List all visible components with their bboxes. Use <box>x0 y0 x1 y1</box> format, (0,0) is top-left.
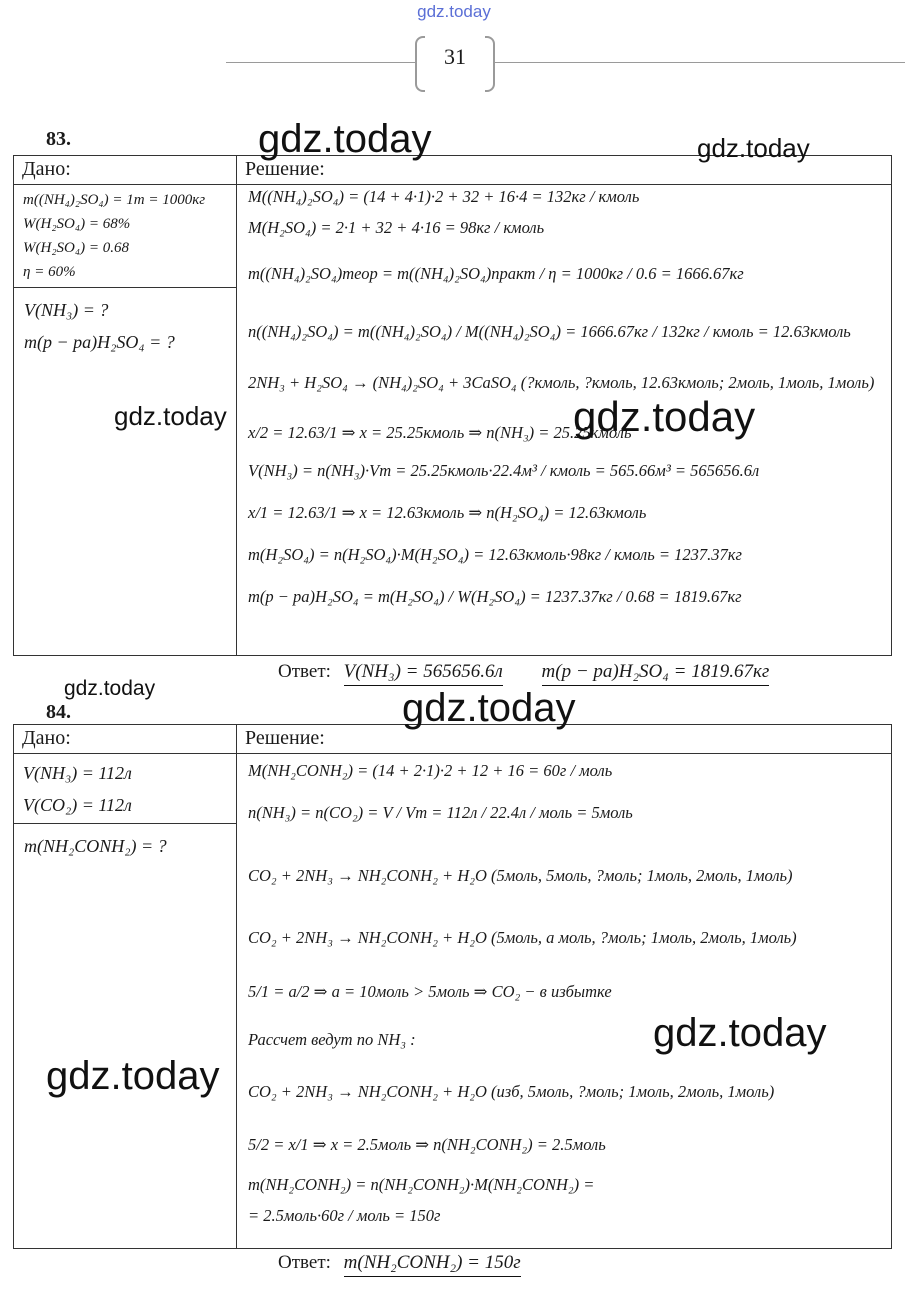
answer-value: m(p − pa)H₂SO₄ = 1819.67кг <box>542 661 770 686</box>
solution-line: M(NH₂CONH₂) = (14 + 2·1)·2 + 12 + 16 = 60г / моль <box>248 761 613 780</box>
watermark: gdz.today <box>64 677 156 700</box>
solution-line: Рассчет ведут по NH₃ : <box>248 1030 416 1049</box>
problem-83-number: 83. <box>46 128 71 150</box>
problem-83-answer <box>278 661 769 683</box>
solution-line: = 2.5моль·60г / моль = 150г <box>248 1206 441 1225</box>
problem-84-number: 84. <box>46 701 71 723</box>
problem-84-answer <box>278 1252 521 1274</box>
header-rule-right <box>495 62 905 63</box>
page-number: 31 <box>444 44 466 69</box>
given-item: η = 60% <box>23 264 76 280</box>
find-item: V(NH₃) = ? <box>24 300 109 320</box>
watermark: gdz.today <box>402 686 576 730</box>
find-cell <box>14 824 237 1249</box>
watermark: gdz.today <box>697 133 810 163</box>
answer-value: V(NH₃) = 565656.6л <box>344 661 503 686</box>
watermark: gdz.today <box>258 117 432 161</box>
answer-label: Ответ: <box>278 661 331 682</box>
solution-header: Решение: <box>237 156 892 185</box>
watermark: gdz.today <box>46 1054 220 1098</box>
header-rule-left <box>226 62 415 63</box>
find-cell <box>14 288 237 656</box>
solution-line: n(NH₃) = n(CO₂) = V / Vm = 112л / 22.4л / моль = 5моль <box>248 803 633 822</box>
watermark: gdz.today <box>573 393 756 440</box>
given-item: W(H₂SO₄) = 68% <box>23 216 131 232</box>
page-number-bracket-left <box>415 36 425 92</box>
find-item: m(NH₂CONH₂) = ? <box>24 836 167 856</box>
solution-cell <box>237 185 892 656</box>
given-item: V(CO₂) = 112л <box>23 795 132 815</box>
solution-header: Решение: <box>237 725 892 754</box>
solution-line: x/2 = 12.63/1 ⇒ x = 25.25кмоль ⇒ n(NH₃) = 25.25кмоль <box>248 423 632 442</box>
solution-line: M(H₂SO₄) = 2·1 + 32 + 4·16 = 98кг / кмоль <box>248 218 545 237</box>
given-item: W(H₂SO₄) = 0.68 <box>23 240 129 256</box>
solution-line: V(NH₃) = n(NH₃)·Vm = 25.25кмоль·22.4м³ / кмоль = 565.66м³ = 565656.6л <box>248 461 760 480</box>
solution-line: m((NH₄)₂SO₄)теор = m((NH₄)₂SO₄)практ / η = 1000кг / 0.6 = 1666.67кг <box>248 264 744 283</box>
watermark: gdz.today <box>653 1011 827 1055</box>
solution-cell <box>237 754 892 1249</box>
watermark: gdz.today <box>114 401 227 431</box>
given-header: Дано: <box>14 156 237 185</box>
given-header: Дано: <box>14 725 237 754</box>
given-item: m((NH₄)₂SO₄) = 1т = 1000кг <box>23 192 206 208</box>
solution-line: x/1 = 12.63/1 ⇒ x = 12.63кмоль ⇒ n(H₂SO₄) = 12.63кмоль <box>248 503 647 522</box>
solution-line: 5/1 = a/2 ⇒ a = 10моль > 5моль ⇒ CO₂ − в избытке <box>248 982 612 1001</box>
reaction-equation: CO₂ + 2NH₃ → NH₂CONH₂ + H₂O (5моль, 5моль, ?моль; 1моль, 2моль, 1моль) <box>248 866 793 885</box>
solution-line: m(p − pa)H₂SO₄ = m(H₂SO₄) / W(H₂SO₄) = 1237.37кг / 0.68 = 1819.67кг <box>248 587 742 606</box>
find-item: m(p − pa)H₂SO₄ = ? <box>24 332 175 352</box>
site-link[interactable]: gdz.today <box>417 2 491 21</box>
solution-line: m(NH₂CONH₂) = n(NH₂CONH₂)·M(NH₂CONH₂) = <box>248 1175 595 1194</box>
page-number-bracket-right <box>485 36 495 92</box>
solution-line: 5/2 = x/1 ⇒ x = 2.5моль ⇒ n(NH₂CONH₂) = 2.5моль <box>248 1135 606 1154</box>
answer-label: Ответ: <box>278 1252 331 1273</box>
solution-line: n((NH₄)₂SO₄) = m((NH₄)₂SO₄) / M((NH₄)₂SO₄) = 1666.67кг / 132кг / кмоль = 12.63кмоль <box>248 322 851 341</box>
given-item: V(NH₃) = 112л <box>23 763 132 783</box>
given-cell <box>14 754 237 824</box>
reaction-equation: CO₂ + 2NH₃ → NH₂CONH₂ + H₂O (изб, 5моль, ?моль; 1моль, 2моль, 1моль) <box>248 1082 775 1101</box>
problem-84-table <box>13 724 892 1249</box>
answer-value: m(NH₂CONH₂) = 150г <box>344 1252 521 1277</box>
reaction-equation: 2NH₃ + H₂SO₄ → (NH₄)₂SO₄ + 3CaSO₄ (?кмоль, ?кмоль, 12.63кмоль; 2моль, 1моль, 1моль) <box>248 373 875 392</box>
solution-line: m(H₂SO₄) = n(H₂SO₄)·M(H₂SO₄) = 12.63кмоль·98кг / кмоль = 1237.37кг <box>248 545 742 564</box>
reaction-equation: CO₂ + 2NH₃ → NH₂CONH₂ + H₂O (5моль, a моль, ?моль; 1моль, 2моль, 1моль) <box>248 928 797 947</box>
given-cell <box>14 185 237 288</box>
solution-line: M((NH₄)₂SO₄) = (14 + 4·1)·2 + 32 + 16·4 = 132кг / кмоль <box>248 187 640 206</box>
